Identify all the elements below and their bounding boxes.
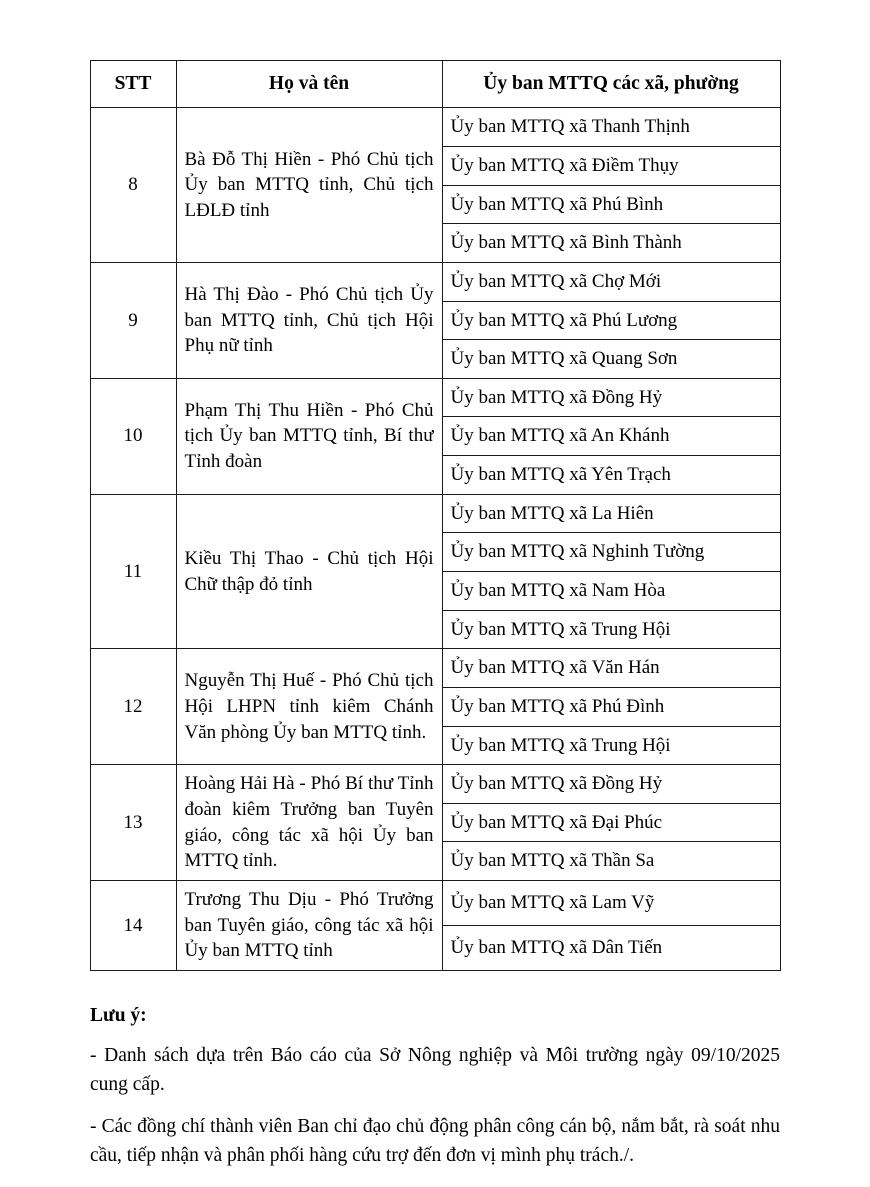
table-row — [90, 378, 780, 417]
cell-person-name: Hà Thị Đào - Phó Chủ tịch Ủy ban MTTQ tỉnh, Chủ tịch Hội Phụ nữ tỉnh — [176, 262, 442, 378]
cell-person-name: Nguyễn Thị Huế - Phó Chủ tịch Hội LHPN tỉnh kiêm Chánh Văn phòng Ủy ban MTTQ tỉnh. — [176, 649, 442, 765]
cell-unit: Ủy ban MTTQ xã Trung Hội — [442, 726, 780, 765]
cell-stt: 14 — [90, 881, 176, 971]
notes-section — [90, 1005, 780, 1170]
cell-person-name: Kiều Thị Thao - Chủ tịch Hội Chữ thập đỏ tỉnh — [176, 494, 442, 649]
table-row — [90, 494, 780, 533]
cell-unit: Ủy ban MTTQ xã Dân Tiến — [442, 926, 780, 971]
table-body — [90, 108, 780, 971]
cell-unit: Ủy ban MTTQ xã Bình Thành — [442, 224, 780, 263]
cell-unit: Ủy ban MTTQ xã Lam Vỹ — [442, 881, 780, 926]
cell-unit: Ủy ban MTTQ xã Nam Hòa — [442, 572, 780, 611]
cell-unit: Ủy ban MTTQ xã Chợ Mới — [442, 262, 780, 301]
cell-unit: Ủy ban MTTQ xã Yên Trạch — [442, 456, 780, 495]
table-row — [90, 262, 780, 301]
cell-unit: Ủy ban MTTQ xã Phú Đình — [442, 687, 780, 726]
cell-unit: Ủy ban MTTQ xã Trung Hội — [442, 610, 780, 649]
cell-person-name: Hoàng Hải Hà - Phó Bí thư Tỉnh đoàn kiêm Trưởng ban Tuyên giáo, công tác xã hội Ủy ban MTTQ tỉnh. — [176, 765, 442, 881]
table-header-row — [90, 61, 780, 108]
cell-stt: 12 — [90, 649, 176, 765]
cell-unit: Ủy ban MTTQ xã Thanh Thịnh — [442, 108, 780, 147]
table-row — [90, 881, 780, 926]
cell-person-name: Trương Thu Dịu - Phó Trưởng ban Tuyên giáo, công tác xã hội Ủy ban MTTQ tỉnh — [176, 881, 442, 971]
cell-unit: Ủy ban MTTQ xã Phú Bình — [442, 185, 780, 224]
cell-unit: Ủy ban MTTQ xã An Khánh — [442, 417, 780, 456]
cell-unit: Ủy ban MTTQ xã Quang Sơn — [442, 340, 780, 379]
cell-stt: 9 — [90, 262, 176, 378]
cell-unit: Ủy ban MTTQ xã Văn Hán — [442, 649, 780, 688]
column-header-unit: Ủy ban MTTQ các xã, phường — [442, 61, 780, 108]
note-line: - Danh sách dựa trên Báo cáo của Sở Nông nghiệp và Môi trường ngày 09/10/2025 cung cấp. — [90, 1045, 780, 1096]
cell-stt: 10 — [90, 378, 176, 494]
column-header-stt: STT — [90, 61, 176, 108]
cell-unit: Ủy ban MTTQ xã La Hiên — [442, 494, 780, 533]
table-row — [90, 649, 780, 688]
column-header-name: Họ và tên — [176, 61, 442, 108]
cell-stt: 11 — [90, 494, 176, 649]
note-line: - Các đồng chí thành viên Ban chỉ đạo chủ động phân công cán bộ, nắm bắt, rà soát nhu cầu, tiếp nhận và phân phối hàng cứu trợ đến đơn vị mình phụ trách./. — [90, 1115, 780, 1166]
table-row — [90, 765, 780, 804]
cell-unit: Ủy ban MTTQ xã Nghinh Tường — [442, 533, 780, 572]
cell-unit: Ủy ban MTTQ xã Đại Phúc — [442, 803, 780, 842]
cell-unit: Ủy ban MTTQ xã Điềm Thụy — [442, 146, 780, 185]
table-row — [90, 108, 780, 147]
assignment-table — [90, 60, 781, 971]
cell-unit: Ủy ban MTTQ xã Phú Lương — [442, 301, 780, 340]
cell-stt: 13 — [90, 765, 176, 881]
cell-unit: Ủy ban MTTQ xã Đồng Hỷ — [442, 378, 780, 417]
cell-unit: Ủy ban MTTQ xã Thần Sa — [442, 842, 780, 881]
cell-unit: Ủy ban MTTQ xã Đồng Hỷ — [442, 765, 780, 804]
cell-stt: 8 — [90, 108, 176, 263]
cell-person-name: Bà Đỗ Thị Hiền - Phó Chủ tịch Ủy ban MTTQ tỉnh, Chủ tịch LĐLĐ tỉnh — [176, 108, 442, 263]
notes-title: Lưu ý: — [90, 1005, 147, 1027]
cell-person-name: Phạm Thị Thu Hiền - Phó Chủ tịch Ủy ban MTTQ tỉnh, Bí thư Tỉnh đoàn — [176, 378, 442, 494]
table-header — [90, 61, 780, 108]
